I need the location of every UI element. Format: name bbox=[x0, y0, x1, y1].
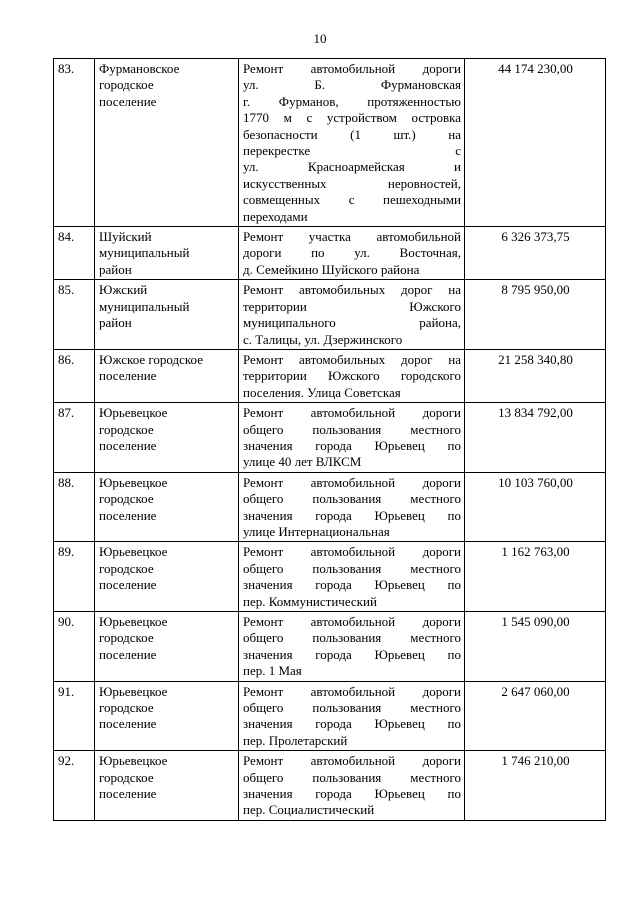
description-line: 1770 м с устройством островка bbox=[243, 110, 461, 126]
description-line: перекрестке с bbox=[243, 143, 461, 159]
municipality-line: поселение bbox=[99, 368, 157, 384]
description-line: совмещенных с пешеходными bbox=[243, 192, 461, 208]
amount-cell: 6 326 373,75 bbox=[465, 227, 606, 280]
description-line: поселения. Улица Советская bbox=[243, 384, 401, 400]
table-row bbox=[54, 542, 606, 612]
municipality-line: Юрьевецкое bbox=[99, 474, 168, 490]
table-row bbox=[54, 472, 606, 542]
description-line: общего пользования местного bbox=[243, 630, 461, 646]
road-repair-table bbox=[53, 58, 606, 821]
municipality-line: городское bbox=[99, 630, 154, 646]
municipality-cell bbox=[95, 227, 239, 280]
table-row bbox=[54, 612, 606, 682]
description-line: Ремонт участка автомобильной bbox=[243, 229, 461, 245]
description-line: Ремонт автомобильной дороги bbox=[243, 614, 461, 629]
description-line: Ремонт автомобильных дорог на bbox=[243, 282, 461, 298]
municipality-cell bbox=[95, 349, 239, 402]
description-line: безопасности (1 шт.) на bbox=[243, 126, 461, 142]
municipality-line: поселение bbox=[99, 437, 157, 453]
amount-cell: 1 162 763,00 bbox=[465, 542, 606, 612]
municipality-line: муниципальный bbox=[99, 298, 190, 314]
description-line: улице 40 лет ВЛКСМ bbox=[243, 454, 362, 470]
table-row bbox=[54, 681, 606, 751]
description-line: общего пользования местного bbox=[243, 421, 461, 437]
description-cell bbox=[239, 280, 465, 350]
description-line: Ремонт автомобильной дороги bbox=[243, 474, 461, 490]
table-row bbox=[54, 59, 606, 227]
description-line: пер. Пролетарский bbox=[243, 732, 348, 748]
row-number: 84. bbox=[54, 227, 95, 280]
description-line: Ремонт автомобильной дороги bbox=[243, 61, 461, 76]
municipality-line: Фурмановское bbox=[99, 61, 180, 76]
table-row bbox=[54, 751, 606, 821]
description-line: общего пользования местного bbox=[243, 700, 461, 716]
amount-cell: 21 258 340,80 bbox=[465, 349, 606, 402]
table-row bbox=[54, 280, 606, 350]
description-line: Ремонт автомобильной дороги bbox=[243, 683, 461, 699]
municipality-cell bbox=[95, 403, 239, 473]
description-line: территории Южского bbox=[243, 298, 461, 314]
description-line: искусственных неровностей, bbox=[243, 175, 461, 191]
description-cell bbox=[239, 751, 465, 821]
description-line: пер. Социалистический bbox=[243, 802, 375, 818]
municipality-line: Шуйский bbox=[99, 229, 152, 245]
row-number: 86. bbox=[54, 349, 95, 402]
description-line: Ремонт автомобильных дорог на bbox=[243, 351, 461, 367]
description-line: общего пользования местного bbox=[243, 560, 461, 576]
municipality-line: Юрьевецкое bbox=[99, 405, 168, 421]
description-line: д. Семейкино Шуйского района bbox=[243, 261, 420, 277]
row-number: 92. bbox=[54, 751, 95, 821]
amount-cell: 1 545 090,00 bbox=[465, 612, 606, 682]
amount-cell: 2 647 060,00 bbox=[465, 681, 606, 751]
municipality-line: городское bbox=[99, 491, 154, 507]
description-line: пер. Коммунистический bbox=[243, 593, 377, 609]
municipality-line: муниципальный bbox=[99, 245, 190, 261]
municipality-line: городское bbox=[99, 560, 154, 576]
municipality-cell bbox=[95, 612, 239, 682]
row-number: 90. bbox=[54, 612, 95, 682]
municipality-line: поселение bbox=[99, 716, 157, 732]
municipality-line: городское bbox=[99, 77, 154, 93]
row-number: 88. bbox=[54, 472, 95, 542]
description-cell bbox=[239, 472, 465, 542]
description-line: улице Интернациональная bbox=[243, 523, 390, 539]
amount-cell: 8 795 950,00 bbox=[465, 280, 606, 350]
municipality-line: Юрьевецкое bbox=[99, 683, 168, 699]
description-line: Ремонт автомобильной дороги bbox=[243, 405, 461, 421]
row-number: 89. bbox=[54, 542, 95, 612]
row-number: 87. bbox=[54, 403, 95, 473]
description-line: дороги по ул. Восточная, bbox=[243, 245, 461, 261]
row-number: 91. bbox=[54, 681, 95, 751]
description-cell bbox=[239, 227, 465, 280]
description-line: г. Фурманов, протяженностью bbox=[243, 93, 461, 109]
page-number: 10 bbox=[313, 31, 327, 46]
description-line: с. Талицы, ул. Дзержинского bbox=[243, 331, 403, 347]
municipality-line: Юрьевецкое bbox=[99, 753, 168, 769]
description-cell bbox=[239, 542, 465, 612]
municipality-cell bbox=[95, 681, 239, 751]
description-line: Ремонт автомобильной дороги bbox=[243, 544, 461, 560]
table-row bbox=[54, 403, 606, 473]
description-cell bbox=[239, 681, 465, 751]
description-line: муниципального района, bbox=[243, 315, 461, 331]
description-line: пер. 1 Мая bbox=[243, 663, 302, 679]
table-body bbox=[54, 59, 606, 821]
municipality-line: район bbox=[99, 261, 132, 277]
description-line: значения города Юрьевец по bbox=[243, 437, 461, 453]
municipality-line: поселение bbox=[99, 646, 157, 662]
description-line: переходами bbox=[243, 208, 308, 224]
description-cell bbox=[239, 349, 465, 402]
description-line: значения города Юрьевец по bbox=[243, 507, 461, 523]
municipality-line: Юрьевецкое bbox=[99, 544, 168, 560]
municipality-line: Южское городское bbox=[99, 351, 203, 367]
municipality-line: поселение bbox=[99, 786, 157, 802]
description-line: общего пользования местного bbox=[243, 769, 461, 785]
amount-cell: 10 103 760,00 bbox=[465, 472, 606, 542]
municipality-cell bbox=[95, 751, 239, 821]
table-row bbox=[54, 227, 606, 280]
municipality-line: городское bbox=[99, 700, 154, 716]
row-number: 85. bbox=[54, 280, 95, 350]
municipality-cell bbox=[95, 280, 239, 350]
municipality-cell bbox=[95, 59, 239, 227]
description-line: общего пользования местного bbox=[243, 491, 461, 507]
municipality-cell bbox=[95, 472, 239, 542]
description-line: значения города Юрьевец по bbox=[243, 646, 461, 662]
description-line: ул. Красноармейская и bbox=[243, 159, 461, 175]
description-line: ул. Б. Фурмановская bbox=[243, 77, 461, 93]
municipality-line: район bbox=[99, 315, 132, 331]
description-line: Ремонт автомобильной дороги bbox=[243, 753, 461, 769]
table-row bbox=[54, 349, 606, 402]
description-cell bbox=[239, 612, 465, 682]
description-line: значения города Юрьевец по bbox=[243, 786, 461, 802]
description-line: значения города Юрьевец по bbox=[243, 716, 461, 732]
amount-cell: 1 746 210,00 bbox=[465, 751, 606, 821]
municipality-line: поселение bbox=[99, 93, 157, 109]
description-cell bbox=[239, 403, 465, 473]
municipality-line: поселение bbox=[99, 577, 157, 593]
description-line: значения города Юрьевец по bbox=[243, 577, 461, 593]
amount-cell: 44 174 230,00 bbox=[465, 59, 606, 227]
row-number: 83. bbox=[54, 59, 95, 227]
municipality-cell bbox=[95, 542, 239, 612]
municipality-line: городское bbox=[99, 421, 154, 437]
municipality-line: Южский bbox=[99, 282, 148, 298]
municipality-line: Юрьевецкое bbox=[99, 614, 168, 629]
amount-cell: 13 834 792,00 bbox=[465, 403, 606, 473]
municipality-line: городское bbox=[99, 769, 154, 785]
description-line: территории Южского городского bbox=[243, 368, 461, 384]
municipality-line: поселение bbox=[99, 507, 157, 523]
description-cell bbox=[239, 59, 465, 227]
